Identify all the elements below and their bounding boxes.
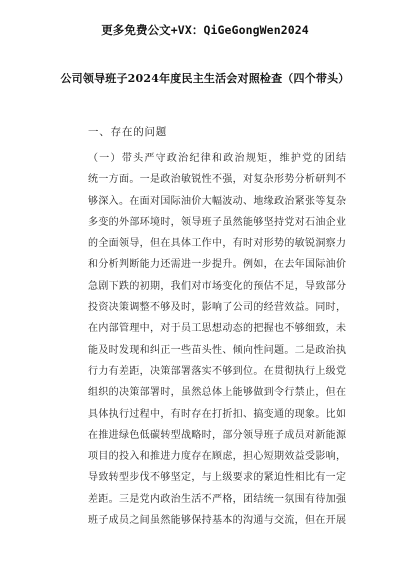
body-line: 多变的外部环境时，领导班子虽然能够坚持党对石油企业 [88,216,346,228]
body-line: 能及时发现和纠正一些苗头性、倾向性问题。二是政治执 [88,344,346,356]
body-line: 和分析判断能力还需进一步提升。例如，在去年国际油价 [88,259,346,271]
body-line: 急剧下跌的初期，我们对市场变化的预估不足，导致部分 [88,280,346,292]
body-line: 投资决策调整不够及时，影响了公司的经营效益。同时， [88,302,346,314]
body-line: 的全面领导，但在具体工作中，有时对形势的敏锐洞察力 [88,238,346,250]
body-line: 导致转型步伐不够坚定，与上级要求的紧迫性相比有一定 [88,472,346,484]
body-line: 项目的投入和推进力度存在顾虑，担心短期效益受影响， [88,451,346,463]
body-line: 差距。三是党内政治生活不严格，团结统一氛围有待加强 [88,493,346,505]
watermark-text: 更多免费公文+VX：QiGeGongWen2024 [101,23,309,37]
body-line: 在内部管理中，对于员工思想动态的把握也不够细致，未 [88,323,346,335]
section-heading: 一、存在的问题 [88,126,168,138]
body-line: 够深入。在面对国际油价大幅波动、地缘政治紧张等复杂 [88,195,346,207]
document-title: 公司领导班子2024年度民主生活会对照检查（四个带头） [60,72,350,85]
body-line: 具体执行过程中，有时存在打折扣、搞变通的现象。比如 [88,408,346,420]
body-text [88,148,346,531]
body-line: 班子成员之间虽然能够保持基本的沟通与交流，但在开展 [88,515,346,527]
body-line: 在推进绿色低碳转型战略时，部分领导班子成员对新能源 [88,429,346,441]
body-line: （一）带头严守政治纪律和政治规矩，维护党的团结 [88,153,346,164]
body-line: 统一方面。一是政治敏锐性不强，对复杂形势分析研判不 [88,174,346,186]
body-line: 行力有差距，决策部署落实不够到位。在贯彻执行上级党 [88,365,346,377]
body-line: 组织的决策部署时，虽然总体上能够做到令行禁止，但在 [88,387,346,399]
